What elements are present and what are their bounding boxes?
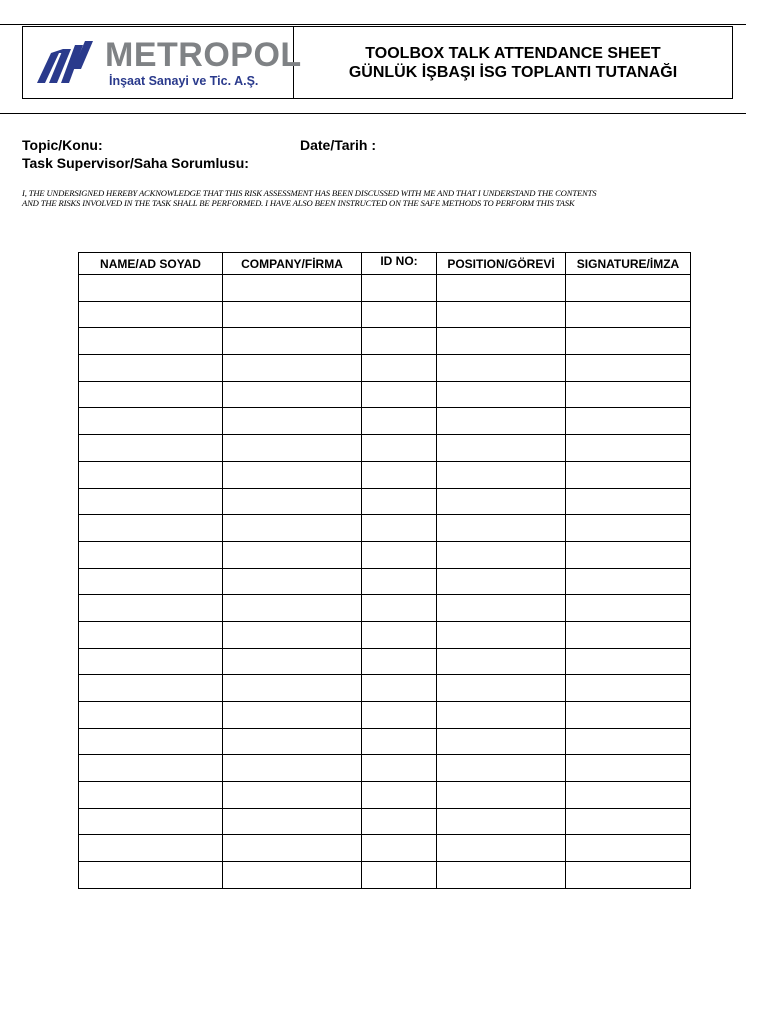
cell-company[interactable] — [223, 808, 362, 835]
table-row — [79, 488, 691, 515]
table-row — [79, 275, 691, 302]
cell-id[interactable] — [362, 435, 437, 462]
table-row — [79, 835, 691, 862]
table-row — [79, 621, 691, 648]
column-header-position: POSITION/GÖREVİ — [437, 253, 566, 275]
cell-company[interactable] — [223, 381, 362, 408]
acknowledgement-line-1: I, THE UNDERSIGNED HEREBY ACKNOWLEDGE THAT THIS RISK ASSESSMENT HAS BEEN DISCUSSED WITH ME AND THAT I UNDERSTAND THE CONTENTS — [22, 188, 597, 198]
cell-company[interactable] — [223, 835, 362, 862]
table-row — [79, 755, 691, 782]
table-header-row — [79, 253, 691, 275]
table-row — [79, 301, 691, 328]
cell-id[interactable] — [362, 648, 437, 675]
cell-name[interactable] — [79, 862, 223, 889]
cell-company[interactable] — [223, 648, 362, 675]
cell-id[interactable] — [362, 675, 437, 702]
cell-position[interactable] — [437, 702, 566, 729]
acknowledgement-statement — [22, 188, 752, 208]
cell-name[interactable] — [79, 435, 223, 462]
cell-id[interactable] — [362, 595, 437, 622]
cell-id[interactable] — [362, 702, 437, 729]
cell-name[interactable] — [79, 355, 223, 382]
title-english: TOOLBOX TALK ATTENDANCE SHEET — [365, 44, 661, 62]
cell-id[interactable] — [362, 621, 437, 648]
cell-name[interactable] — [79, 782, 223, 809]
cell-position[interactable] — [437, 408, 566, 435]
cell-id[interactable] — [362, 381, 437, 408]
cell-signature[interactable] — [566, 541, 691, 568]
cell-signature[interactable] — [566, 755, 691, 782]
cell-signature[interactable] — [566, 301, 691, 328]
cell-signature[interactable] — [566, 328, 691, 355]
table-row — [79, 541, 691, 568]
table-row — [79, 648, 691, 675]
cell-company[interactable] — [223, 408, 362, 435]
cell-id[interactable] — [362, 515, 437, 542]
cell-position[interactable] — [437, 755, 566, 782]
cell-company[interactable] — [223, 782, 362, 809]
cell-name[interactable] — [79, 702, 223, 729]
table-row — [79, 782, 691, 809]
cell-company[interactable] — [223, 728, 362, 755]
cell-position[interactable] — [437, 355, 566, 382]
cell-signature[interactable] — [566, 515, 691, 542]
logo-company-subtitle: İnşaat Sanayi ve Tic. A.Ş. — [109, 74, 259, 88]
cell-name[interactable] — [79, 568, 223, 595]
column-header-company: COMPANY/FİRMA — [223, 253, 362, 275]
company-logo — [23, 27, 302, 98]
cell-position[interactable] — [437, 621, 566, 648]
cell-id[interactable] — [362, 862, 437, 889]
cell-name[interactable] — [79, 675, 223, 702]
cell-id[interactable] — [362, 728, 437, 755]
cell-signature[interactable] — [566, 381, 691, 408]
cell-name[interactable] — [79, 595, 223, 622]
cell-id[interactable] — [362, 782, 437, 809]
cell-name[interactable] — [79, 648, 223, 675]
cell-id[interactable] — [362, 541, 437, 568]
logo-company-name: METROPOL — [105, 36, 302, 74]
table-row — [79, 435, 691, 462]
cell-signature[interactable] — [566, 782, 691, 809]
table-row — [79, 328, 691, 355]
cell-id[interactable] — [362, 808, 437, 835]
cell-company[interactable] — [223, 755, 362, 782]
cell-position[interactable] — [437, 808, 566, 835]
table-row — [79, 355, 691, 382]
cell-position[interactable] — [437, 782, 566, 809]
cell-signature[interactable] — [566, 808, 691, 835]
cell-id[interactable] — [362, 835, 437, 862]
cell-signature[interactable] — [566, 355, 691, 382]
cell-position[interactable] — [437, 675, 566, 702]
cell-position[interactable] — [437, 568, 566, 595]
table-row — [79, 862, 691, 889]
cell-position[interactable] — [437, 381, 566, 408]
column-header-signature: SIGNATURE/İMZA — [566, 253, 691, 275]
cell-name[interactable] — [79, 808, 223, 835]
cell-company[interactable] — [223, 621, 362, 648]
cell-position[interactable] — [437, 275, 566, 302]
cell-company[interactable] — [223, 488, 362, 515]
cell-position[interactable] — [437, 595, 566, 622]
cell-name[interactable] — [79, 328, 223, 355]
cell-position[interactable] — [437, 435, 566, 462]
cell-id[interactable] — [362, 328, 437, 355]
cell-company[interactable] — [223, 541, 362, 568]
cell-company[interactable] — [223, 862, 362, 889]
cell-signature[interactable] — [566, 435, 691, 462]
cell-signature[interactable] — [566, 275, 691, 302]
table-row — [79, 808, 691, 835]
header-divider — [0, 113, 746, 114]
cell-company[interactable] — [223, 301, 362, 328]
cell-position[interactable] — [437, 328, 566, 355]
cell-name[interactable] — [79, 515, 223, 542]
cell-position[interactable] — [437, 835, 566, 862]
cell-company[interactable] — [223, 435, 362, 462]
cell-id[interactable] — [362, 275, 437, 302]
cell-position[interactable] — [437, 541, 566, 568]
cell-position[interactable] — [437, 862, 566, 889]
table-row — [79, 408, 691, 435]
topic-label: Topic/Konu: — [22, 137, 103, 153]
cell-signature[interactable] — [566, 621, 691, 648]
cell-name[interactable] — [79, 301, 223, 328]
cell-company[interactable] — [223, 675, 362, 702]
cell-name[interactable] — [79, 621, 223, 648]
cell-signature[interactable] — [566, 835, 691, 862]
cell-position[interactable] — [437, 301, 566, 328]
table-row — [79, 702, 691, 729]
date-label: Date/Tarih : — [300, 137, 376, 153]
cell-name[interactable] — [79, 275, 223, 302]
cell-id[interactable] — [362, 488, 437, 515]
cell-company[interactable] — [223, 515, 362, 542]
column-header-name: NAME/AD SOYAD — [79, 253, 223, 275]
cell-company[interactable] — [223, 595, 362, 622]
cell-signature[interactable] — [566, 702, 691, 729]
metropol-logo-icon — [37, 39, 107, 85]
cell-position[interactable] — [437, 648, 566, 675]
document-title — [294, 27, 732, 98]
document-header — [22, 26, 733, 99]
table-row — [79, 461, 691, 488]
cell-name[interactable] — [79, 461, 223, 488]
cell-name[interactable] — [79, 541, 223, 568]
table-row — [79, 515, 691, 542]
cell-company[interactable] — [223, 355, 362, 382]
cell-signature[interactable] — [566, 675, 691, 702]
cell-name[interactable] — [79, 728, 223, 755]
cell-signature[interactable] — [566, 728, 691, 755]
supervisor-label: Task Supervisor/Saha Sorumlusu: — [22, 155, 249, 171]
column-header-id: ID NO: — [362, 253, 437, 275]
table-row — [79, 568, 691, 595]
cell-signature[interactable] — [566, 595, 691, 622]
cell-company[interactable] — [223, 275, 362, 302]
attendance-rows — [79, 275, 691, 889]
title-turkish: GÜNLÜK İŞBAŞI İSG TOPLANTI TUTANAĞI — [348, 63, 678, 81]
cell-name[interactable] — [79, 835, 223, 862]
cell-company[interactable] — [223, 568, 362, 595]
cell-position[interactable] — [437, 488, 566, 515]
table-row — [79, 381, 691, 408]
cell-name[interactable] — [79, 381, 223, 408]
cell-position[interactable] — [437, 515, 566, 542]
attendance-table — [78, 252, 691, 889]
cell-id[interactable] — [362, 355, 437, 382]
cell-id[interactable] — [362, 568, 437, 595]
table-row — [79, 728, 691, 755]
cell-company[interactable] — [223, 461, 362, 488]
table-row — [79, 595, 691, 622]
cell-id[interactable] — [362, 301, 437, 328]
cell-signature[interactable] — [566, 461, 691, 488]
cell-id[interactable] — [362, 461, 437, 488]
acknowledgement-line-2: AND THE RISKS INVOLVED IN THE TASK SHALL BE PERFORMED. I HAVE ALSO BEEN INSTRUCTED ON THE SAFE METHODS TO PERFORM THIS TASK — [22, 198, 575, 208]
top-rule — [0, 24, 746, 25]
cell-position[interactable] — [437, 728, 566, 755]
cell-company[interactable] — [223, 702, 362, 729]
cell-id[interactable] — [362, 755, 437, 782]
cell-signature[interactable] — [566, 408, 691, 435]
cell-position[interactable] — [437, 461, 566, 488]
table-row — [79, 675, 691, 702]
cell-signature[interactable] — [566, 568, 691, 595]
cell-name[interactable] — [79, 408, 223, 435]
cell-signature[interactable] — [566, 488, 691, 515]
cell-signature[interactable] — [566, 862, 691, 889]
cell-name[interactable] — [79, 755, 223, 782]
cell-id[interactable] — [362, 408, 437, 435]
cell-name[interactable] — [79, 488, 223, 515]
cell-signature[interactable] — [566, 648, 691, 675]
cell-company[interactable] — [223, 328, 362, 355]
